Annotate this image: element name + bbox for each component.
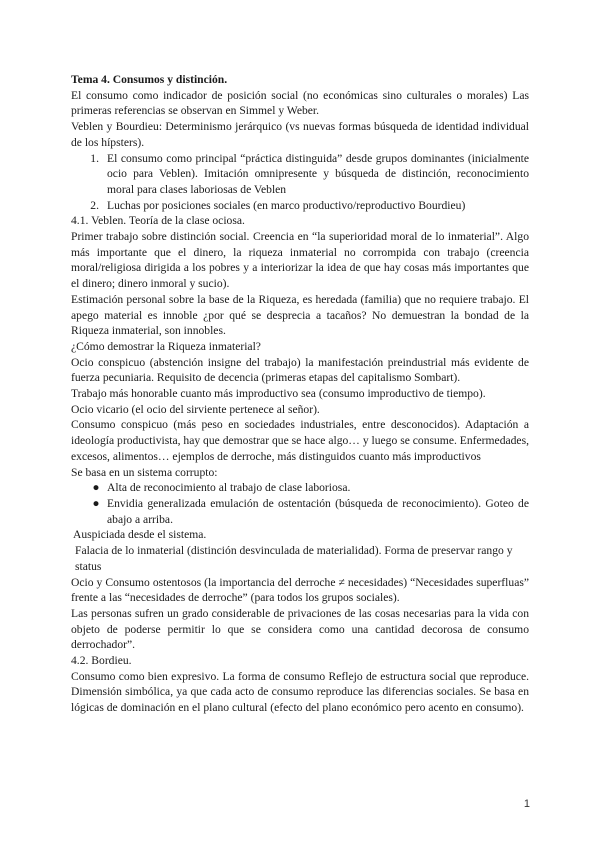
list-item-text: Alta de reconocimiento al trabajo de clase laboriosa. [107,481,351,495]
list-item [71,480,529,496]
bullet-icon: ● [92,496,100,510]
list-number: 1. [90,151,99,165]
list-item-text: El consumo como principal “práctica distinguida” desde grupos dominantes (inicialmente ocio para Veblen). Imitación omnipresente y búsqueda de distinción, reconocimiento moral para clases laboriosas de Veblen [107,151,529,196]
list-item-text: Envidia generalizada emulación de ostentación (búsqueda de reconocimiento). Goteo de abajo a arriba. [107,496,529,526]
section-heading-bordieu: 4.2. Bordieu. [71,654,132,668]
veblen-paragraph-10: Ocio y Consumo ostentosos (la importancia del derroche ≠ necesidades) “Necesidades superfluas” frente a las “necesidades de derroche” (para todos los grupos sociales). [71,575,529,605]
section-heading-veblen: 4.1. Veblen. Teoría de la clase ociosa. [71,214,245,228]
veblen-paragraph-9: Falacia de lo inmaterial (distinción desvinculada de materialidad). Forma de preservar rango y status [75,544,513,573]
veblen-paragraph-3: Ocio conspicuo (abstención insigne del trabajo) la manifestación preindustrial más evidente de fuerza pecuniaria. Requisito de decencia (primeras etapas del capitalismo Sombart). [71,355,529,385]
veblen-paragraph-1: Primer trabajo sobre distinción social. Creencia en “la superioridad moral de lo inmaterial”. Algo más importante que el dinero, la riqueza inmaterial no corrompida con trabajo (creencia moral/religiosa dirigida a los pobres y a interiorizar la idea de que hay cosas más importantes que el dinero; dinero inmoral y sucio). [71,230,529,291]
veblen-paragraph-6: Consumo conspicuo (más peso en sociedades industriales, entre desconocidos). Adaptación a ideología productivista, hay que demostrar que se hace algo… y luego se consume. Enfermedades, excesos, alimentos… ejemplos de derroche, más distinguidos cuanto más improductivos [71,418,529,463]
bullet-icon: ● [92,481,100,495]
intro-paragraph-2: Veblen y Bourdieu: Determinismo jerárquico (vs nuevas formas búsqueda de identidad individual de los hípsters). [71,120,529,149]
veblen-paragraph-2: Estimación personal sobre la base de la Riqueza, es heredada (familia) que no requiere trabajo. El apego material es innoble ¿por qué se desprecia a tacaños? No demuestran la bondad de la Riqueza inmaterial, son innobles. [71,292,529,338]
bordieu-paragraph-1: Consumo como bien expresivo. La forma de consumo Reflejo de estructura social que reproduce. Dimensión simbólica, ya que cada acto de consumo reproduce las diferencias sociales. Se basa en lógicas de dominación en el plano cultural (efecto del plano económico pero acento en consumo). [71,669,529,715]
intro-paragraph-1: El consumo como indicador de posición social (no económicas sino culturales o morales) Las primeras referencias se observan en Simmel y Weber. [71,88,529,118]
veblen-paragraph-8: Auspiciada desde el sistema. [73,528,207,542]
page-number: 1 [523,798,530,810]
veblen-paragraph-11: Las personas sufren un grado considerable de privaciones de las cosas necesarias para la vida con objeto de poderse permitir lo que se considera como una cantidad decorosa de consumo derrochador”. [71,606,529,652]
veblen-question: ¿Cómo demostrar la Riqueza inmaterial? [71,339,261,353]
numbered-list [71,151,529,214]
list-item [71,151,529,198]
list-number: 2. [90,198,99,212]
veblen-paragraph-7: Se basa en un sistema corrupto: [71,465,218,479]
veblen-paragraph-5: Ocio vicario (el ocio del sirviente pertenece al señor). [71,402,320,416]
veblen-paragraph-4: Trabajo más honorable cuanto más improductivo sea (consumo improductivo de tiempo). [71,387,486,401]
list-item [71,496,529,527]
list-item-text: Luchas por posiciones sociales (en marco productivo/reproductivo Bourdieu) [107,198,466,212]
bullet-list [71,480,529,527]
document-body [71,72,529,716]
document-title: Tema 4. Consumos y distinción. [71,73,228,86]
list-item [71,198,529,214]
